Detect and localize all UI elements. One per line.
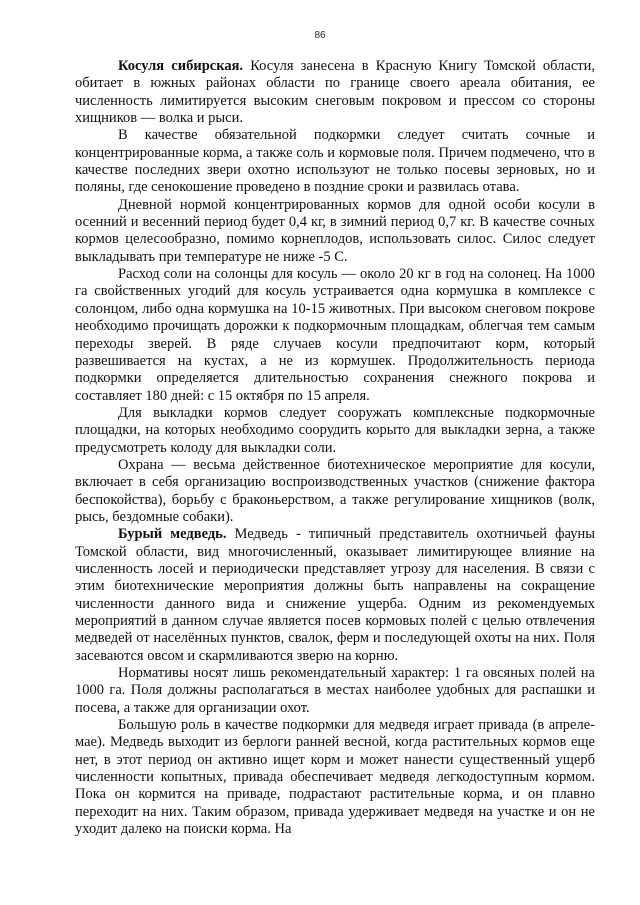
paragraph-text: Нормативы носят лишь рекомендательный характер: 1 га овсяных полей на 1000 га. Поля должны располагаться в местах наиболее удобных для распашки и посева, а также для организации охот. [75,665,595,716]
paragraph-brown-bear-intro [75,526,595,665]
paragraph-roe-deer-intro [75,58,595,127]
paragraph-text: Расход соли на солонцы для косуль — около 20 кг в год на солонец. На 1000 га свойственных угодий для косуль устраивается одна кормушка в комплексе с солонцом, либо одна кормушка на 10-15 животных. При высоком снеговом покрове необходимо прочищать дорожки к подкормочным площадкам, облегчая тем самым переходы зверей. В ряде случаев косули предпочитают корм, который развешивается на кустах, а не из кормушек. Продолжительность периода подкормки определяется длительностью сохранения снежного покрова и составляет 180 дней: с 15 октября по 15 апреля. [75,266,595,404]
paragraph-text: Охрана — весьма действенное биотехническое мероприятие для косули, включает в себя организацию воспроизводственных участков (снижение фактора беспокойства), борьбу с браконьерством, а также регулирование хищников (волк, рысь, бездомные собаки). [75,456,595,525]
paragraph-norms [75,665,595,717]
page-number: 86 [314,30,326,41]
paragraph-text: Медведь - типичный представитель охотничьей фауны Томской области, вид многочисленный, оказывает лимитирующее влияние на численность лосей и периодически представляет угрозу для населения. В связи с этим биотехнические мероприятия должны быть направлены на сокращение численности данного вида и снижение ущерба. Одним из рекомендуемых мероприятий в данном случае является посев кормовых полей с целью отвлечения медведей от населённых пунктов, свалок, ферм и последующей охоты на них. Поля засеваются овсом и скармливаются зверю на корню. [75,526,596,664]
paragraph-salt [75,266,595,405]
paragraph-text: В качестве обязательной подкормки следует считать сочные и концентрированные корма, а также соль и кормовые поля. Причем подмечено, что в качестве последних звери охотно используют не только посевы зерновых, но и поляны, где сенокошение проведено в поздние сроки и развилась отава. [75,127,595,196]
paragraph-feeding [75,127,595,196]
section-heading-roe-deer: Косуля сибирская. [118,58,244,74]
paragraph-protection [75,457,595,526]
paragraph-daily-norm [75,197,595,266]
body-text [75,58,595,838]
paragraph-bait [75,717,595,838]
paragraph-text: Дневной нормой концентрированных кормов для одной особи косули в осенний и весенний период будет 0,4 кг, в зимний период 0,7 кг. В качестве сочных кормов целесообразно, помимо корнеплодов, использовать силос. Силос следует выкладывать при температуре не ниже -5 С. [75,196,595,265]
paragraph-text: Большую роль в качестве подкормки для медведя играет привада (в апреле-мае). Медведь выходит из берлоги ранней весной, когда растительных кормов еще нет, в этот период он активно ищет корм и может нанести существенный ущерб численности копытных, привада обеспечивает медведя легкодоступным кормом. Пока он кормится на приваде, подрастают растительные корма, и он плавно переходит на них. Таким образом, привада удерживает медведя на участке и он не уходит далеко на поиски корма. На [75,717,595,838]
paragraph-text: Косуля занесена в Красную Книгу Томской области, обитает в южных районах области по границе своего ареала обитания, ее численность лимитируется высоким снеговым покровом и прессом со стороны хищников — волка и рыси. [75,58,595,127]
paragraph-text: Для выкладки кормов следует сооружать комплексные подкормочные площадки, на которых необходимо соорудить корыто для выкладки зерна, а также предусмотреть колоду для выкладки соли. [75,404,595,456]
section-heading-brown-bear: Бурый медведь. [118,526,227,543]
paragraph-feeding-sites [75,405,595,457]
